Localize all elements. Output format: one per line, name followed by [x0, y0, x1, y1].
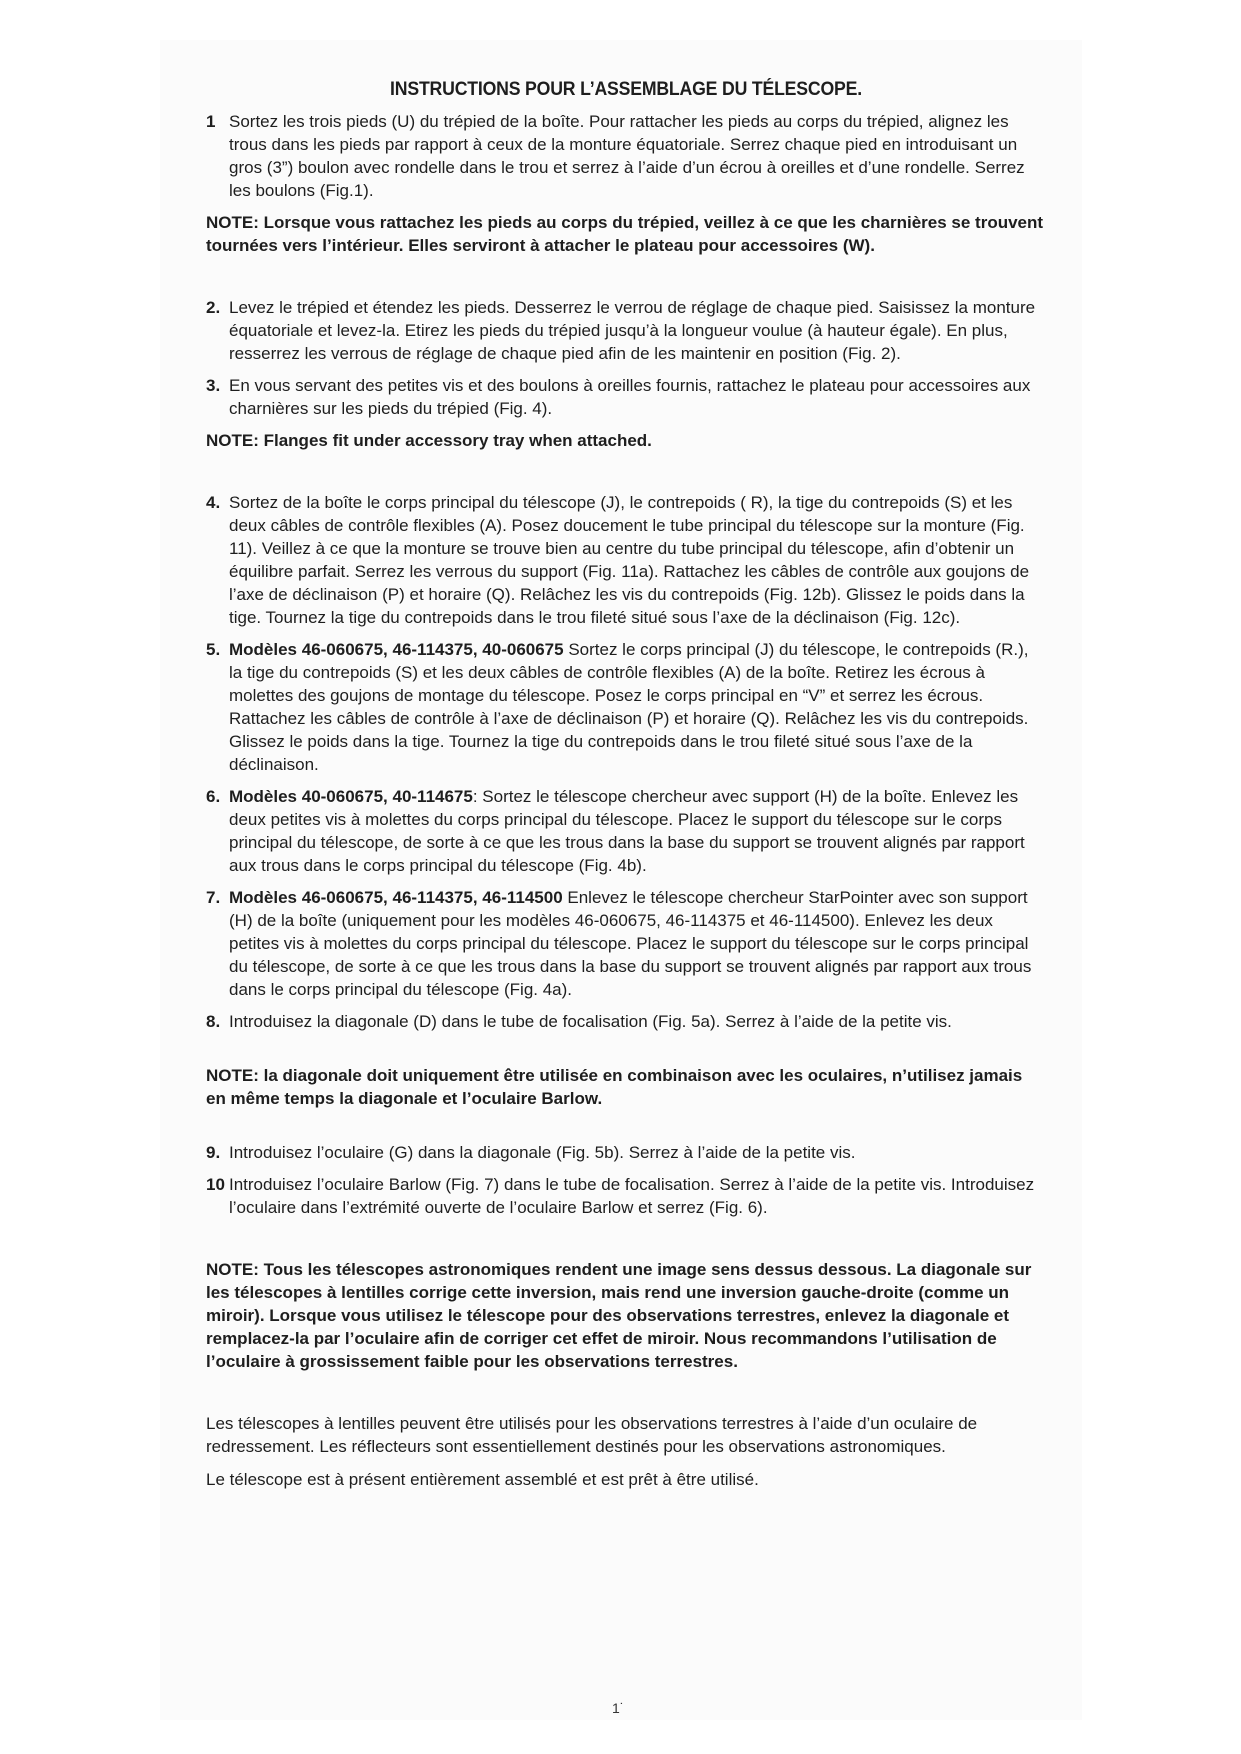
closing-paragraph-2: Le télescope est à présent entièrement assemblé et est prêt à être utilisé.	[206, 1470, 759, 1489]
step-number: 5.	[206, 640, 221, 659]
step-text: Sortez le corps principal (J) du télescope, le contrepoids (R.), la tige du contrepoids (S) et les deux câbles de contrôle flexibles (A) de la boîte. Retirez les écrous à molettes des goujons de montage du télescope. Posez le corps principal en “V” et serrez les écrous. Rattachez les câbles de contrôle à l’axe de déclinaison (P) et horaire (Q). Relâchez les vis du contrepoids. Glissez le poids dans la tige. Tournez la tige du contrepoids dans le trou fileté situé sous l’axe de la déclinaison.	[229, 640, 1029, 774]
page-title: INSTRUCTIONS POUR L’ASSEMBLAGE DU TÉLESCOPE.	[390, 79, 862, 100]
note-legs: NOTE: Lorsque vous rattachez les pieds au corps du trépied, veillez à ce que les charnières se trouvent tournées vers l’intérieur. Elles serviront à attacher le plateau pour accessoires (W).	[206, 213, 1044, 255]
step-text: Introduisez l’oculaire (G) dans la diagonale (Fig. 5b). Serrez à l’aide de la petite vis.	[229, 1143, 856, 1162]
step-number: 9.	[206, 1143, 221, 1162]
note-text: Flanges fit under accessory tray when attached.	[258, 431, 652, 450]
step-1	[206, 110, 1046, 202]
step-number: 1	[206, 112, 216, 131]
step-7	[206, 886, 1046, 1001]
note-flanges	[206, 429, 1046, 452]
step-text: Sortez les trois pieds (U) du trépied de la boîte. Pour rattacher les pieds au corps du trépied, alignez les trous dans les pieds par rapport à ceux de la monture équatoriale. Serrez chaque pied en introduisant un gros (3”) boulon avec rondelle dans le trou et serrez à l’aide d’un écrou à oreilles et d’une rondelle. Serrez les boulons (Fig.1).	[229, 112, 1025, 200]
step-text: Sortez de la boîte le corps principal du télescope (J), le contrepoids ( R), la tige du contrepoids (S) et les deux câbles de contrôle flexibles (A). Posez doucement le tube principal du télescope sur la monture (Fig. 11). Veillez à ce que la monture se trouve bien au centre du tube principal du télescope, afin d’obtenir un équilibre parfait. Serrez les verrous du support (Fig. 11a). Rattachez les câbles de contrôle aux goujons de l’axe de déclinaison (P) et horaire (Q). Relâchez les vis du contrepoids (Fig. 12b). Glissez le poids dans la tige. Tournez la tige du contrepoids dans le trou fileté situé sous l’axe de la déclinaison (Fig. 12c).	[229, 493, 1030, 627]
step-number: 6.	[206, 787, 221, 806]
page-number: 1˙	[612, 1700, 625, 1716]
step-models: Modèles 40-060675, 40-114675	[229, 787, 473, 806]
step-4	[206, 491, 1046, 629]
step-text: En vous servant des petites vis et des boulons à oreilles fournis, rattachez le plateau pour accessoires aux charnières sur les pieds du trépied (Fig. 4).	[229, 376, 1031, 418]
step-models: Modèles 46-060675, 46-114375, 46-114500	[229, 888, 563, 907]
step-number: 8.	[206, 1012, 221, 1031]
step-number: 7.	[206, 888, 221, 907]
step-9	[206, 1141, 1046, 1164]
step-5	[206, 638, 1046, 776]
note-inverted-image: NOTE: Tous les télescopes astronomiques rendent une image sens dessus dessous. La diagonale sur les télescopes à lentilles corrige cette inversion, mais rend une inversion gauche-droite (comme un miroir). Lorsque vous utilisez le télescope pour des observations terrestres, enlevez la diagonale et remplacez-la par l’oculaire afin de corriger cet effet de miroir. Nous recommandons l’utilisation de l’oculaire à grossissement faible pour les observations terrestres.	[206, 1260, 1032, 1371]
note-diagonal: NOTE: la diagonale doit uniquement être utilisée en combinaison avec les oculaires, n’utilisez jamais en même temps la diagonale et l’oculaire Barlow.	[206, 1066, 1023, 1108]
closing-paragraph-1: Les télescopes à lentilles peuvent être utilisés pour les observations terrestres à l’aide d’un oculaire de redressement. Les réflecteurs sont essentiellement destinés pour les observations astronomiques.	[206, 1414, 978, 1456]
step-number: 3.	[206, 376, 221, 395]
step-8	[206, 1010, 1046, 1033]
step-number: 4.	[206, 493, 221, 512]
step-10	[206, 1173, 1046, 1219]
step-6	[206, 785, 1046, 877]
step-text: Levez le trépied et étendez les pieds. Desserrez le verrou de réglage de chaque pied. Saisissez la monture équatoriale et levez-la. Etirez les pieds du trépied jusqu’à la longueur voulue (à hauteur égale). En plus, resserrez les verrous de réglage de chaque pied afin de les maintenir en position (Fig. 2).	[229, 298, 1036, 363]
step-number: 2.	[206, 298, 221, 317]
step-text: Introduisez l’oculaire Barlow (Fig. 7) dans le tube de focalisation. Serrez à l’aide de la petite vis. Introduisez l’oculaire dans l’extrémité ouverte de l’oculaire Barlow et serrez (Fig. 6).	[229, 1175, 1035, 1217]
step-3	[206, 374, 1046, 420]
document-body	[206, 72, 1046, 1501]
step-models: Modèles 46-060675, 46-114375, 40-060675	[229, 640, 564, 659]
step-text: : Sortez le télescope chercheur avec support (H) de la boîte. Enlevez les deux petites vis à molettes du corps principal du télescope. Placez le support du télescope sur le corps principal du télescope, de sorte à ce que les trous dans la base du support se trouvent alignés par rapport aux trous dans le corps principal du télescope (Fig. 4b).	[229, 787, 1025, 875]
step-text: Introduisez la diagonale (D) dans le tube de focalisation (Fig. 5a). Serrez à l’aide de la petite vis.	[229, 1012, 952, 1031]
step-text: Enlevez le télescope chercheur StarPointer avec son support (H) de la boîte (uniquement pour les modèles 46-060675, 46-114375 et 46-114500). Enlevez les deux petites vis à molettes du corps principal du télescope. Placez le support du télescope sur le corps principal du télescope, de sorte à ce que les trous dans la base du support se trouvent alignés par rapport aux trous dans le corps principal du télescope (Fig. 4a).	[229, 888, 1032, 999]
step-number: 10	[206, 1175, 225, 1194]
note-lead: NOTE:	[206, 431, 259, 450]
step-2	[206, 296, 1046, 365]
